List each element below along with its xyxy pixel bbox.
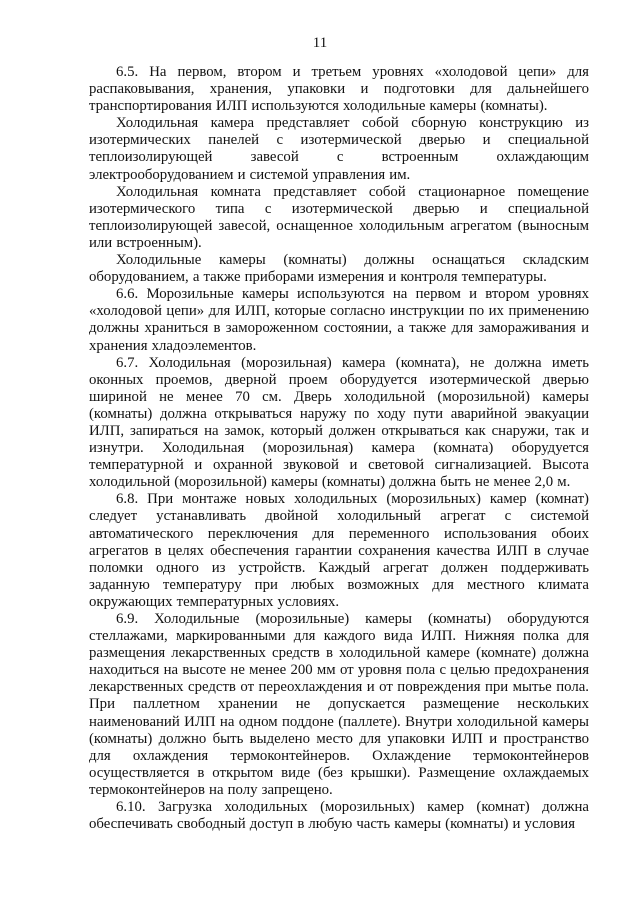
paragraph-6-6: 6.6. Морозильные камеры используются на первом и втором уровнях «холодовой цепи» для ИЛП, которые согласно инструкции по их применению должны храниться в замороженном состоянии, а также для замораживания и хранения хладоэлементов. <box>89 286 589 354</box>
paragraph-equipment: Холодильные камеры (комнаты) должны оснащаться складским оборудованием, а также приборами измерения и контроля температуры. <box>89 252 589 286</box>
paragraph-cold-room: Холодильная комната представляет собой стационарное помещение изотермического типа с изотермической дверью и специальной теплоизолирующей завесой, оснащенное холодильным агрегатом (выносным или встроенным). <box>89 183 589 251</box>
paragraph-6-5: 6.5. На первом, втором и третьем уровнях «холодовой цепи» для распаковывания, хранения, упаковки и подготовки для дальнейшего транспортирования ИЛП используются холодильные камеры (комнаты). <box>89 64 589 115</box>
page-number: 11 <box>312 35 328 51</box>
paragraph-6-8: 6.8. При монтаже новых холодильных (морозильных) камер (комнат) следует устанавливать двойной холодильный агрегат с системой автоматического переключения для переменного использования обоих агрегатов в целях обеспечения гарантии сохранения качества ИЛП в случае поломки одного из устройств. Каждый агрегат должен поддерживать заданную температуру при любых возможных для местного климата окружающих температурных условиях. <box>89 491 589 610</box>
paragraph-6-10: 6.10. Загрузка холодильных (морозильных) камер (комнат) должна обеспечивать свободный доступ в любую часть камеры (комнаты) и условия <box>89 799 589 833</box>
paragraph-6-9: 6.9. Холодильные (морозильные) камеры (комнаты) оборудуются стеллажами, маркированными для каждого вида ИЛП. Нижняя полка для размещения лекарственных средств в холодильной камере (комнате) должна находиться на высоте не менее 200 мм от уровня пола с целью предохранения лекарственных средств от переохлаждения и от повреждения при мытье пола. При паллетном хранении не допускается размещение нескольких наименований ИЛП на одном поддоне (паллете). Внутри холодильной камеры (комнаты) должно быть выделено место для упаковки ИЛП и пространство для охлаждения термоконтейнеров. Охлаждение термоконтейнеров осуществляется в открытом виде (без крышки). Размещение охлаждаемых термоконтейнеров на полу запрещено. <box>89 611 589 798</box>
paragraph-cold-chamber: Холодильная камера представляет собой сборную конструкцию из изотермических панелей с изотермической дверью и специальной теплоизолирующей завесой с встроенным охлаждающим электрооборудованием и системой управления им. <box>89 115 589 183</box>
paragraph-6-7: 6.7. Холодильная (морозильная) камера (комната), не должна иметь оконных проемов, дверной проем оборудуется изотермической дверью шириной не менее 70 см. Дверь холодильной (морозильной) камеры (комнаты) должна открываться наружу по ходу пути аварийной эвакуации ИЛП, запираться на замок, который должен открываться как снаружи, так и изнутри. Холодильная (морозильная) камера (комната) оборудуется температурной и охранной звуковой и световой сигнализацией. Высота холодильной (морозильной) камеры (комнаты) должна быть не менее 2,0 м. <box>89 354 589 491</box>
document-body <box>89 64 589 833</box>
